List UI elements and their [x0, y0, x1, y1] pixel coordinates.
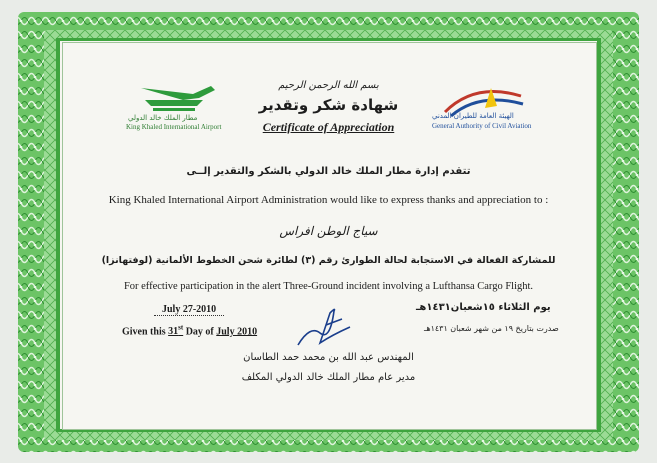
date-en: July 27-2010 [154, 304, 224, 316]
date-ar: يوم الثلاثاء ١٥شعبان١٤٣١هـ [416, 302, 551, 313]
given-day-number: 31 [168, 326, 179, 338]
given-mid: Day of [183, 326, 217, 338]
basmala: بسم الله الرحمن الرحيم [278, 80, 379, 91]
given-line [122, 324, 257, 337]
given-day [168, 326, 183, 337]
issued-ar: صدرت بتاريخ ١٩ من شهر شعبان ١٤٣١هـ [424, 324, 559, 333]
reason-en: For effective participation in the alert Three-Ground incident involving a Lufthansa Cargo Flight. [123, 281, 534, 292]
reason-ar: للمشاركة الفعالة في الاستجابة لحالة الطوارئ رقم (٣) لطائرة شحن الخطوط الألمانية (لوفتهانزا) [101, 255, 556, 266]
intro-ar: تتقدم إدارة مطار الملك خالد الدولي بالشكر والتقدير إلــى [186, 166, 471, 177]
title-ar: شهادة شكر وتقدير [258, 96, 399, 114]
right-org-ar: الهيئة العامة للطيران المدني [432, 112, 514, 120]
title-en: Certificate of Appreciation [262, 120, 395, 134]
given-prefix: Given this [122, 326, 169, 338]
left-org-ar: مطار الملك خالد الدولي [128, 114, 198, 122]
intro-en: King Khaled International Airport Administration would like to express thanks and appreciation to : [108, 194, 549, 206]
given-day-suffix: st [178, 324, 184, 332]
left-org-en: King Khaled International Airport [126, 123, 222, 131]
right-org-en: General Authority of Civil Aviation [432, 122, 532, 130]
signatory-title: مدير عام مطار الملك خالد الدولي المكلف [241, 372, 416, 383]
signature [290, 305, 365, 350]
signatory-name: المهندس عبد الله بن محمد حمد الطاسان [243, 352, 414, 363]
recipient-ar: سياج الوطن افراس [279, 224, 378, 238]
given-month: July 2010 [216, 326, 258, 338]
